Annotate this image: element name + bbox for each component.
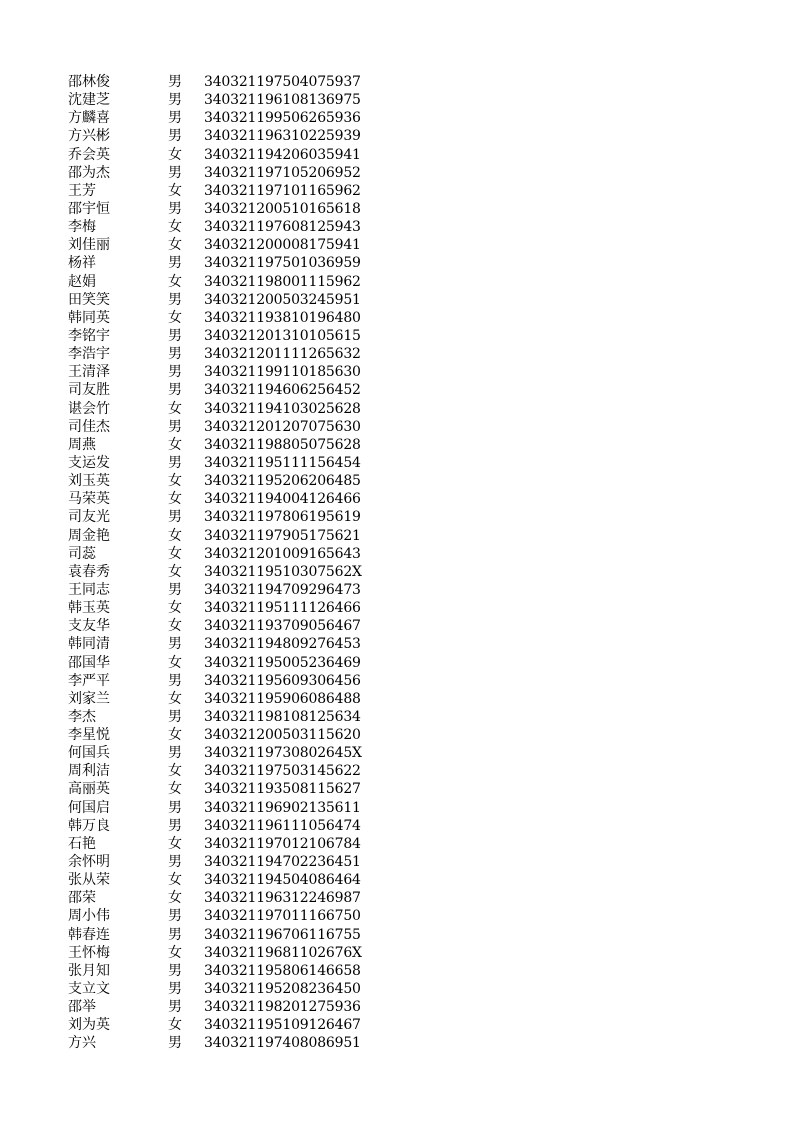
person-name: 韩同英	[68, 309, 110, 326]
person-id-number: 340321194809276453	[204, 636, 361, 653]
record-row	[68, 962, 404, 980]
record-row	[68, 254, 404, 272]
person-gender: 男	[168, 110, 182, 127]
person-id-number: 340321201111265632	[204, 346, 361, 363]
person-id-number: 340321194606256452	[204, 382, 361, 399]
record-row	[68, 109, 404, 127]
person-gender: 男	[168, 636, 182, 653]
record-row	[68, 400, 404, 418]
person-gender: 男	[168, 74, 182, 90]
person-name: 谌会竹	[68, 400, 110, 417]
person-id-number: 340321195005236469	[204, 654, 361, 671]
person-name: 王同志	[68, 581, 110, 598]
person-gender: 男	[168, 799, 182, 816]
person-name: 乔会英	[68, 146, 110, 163]
person-id-number: 340321195109126467	[204, 1017, 361, 1034]
person-id-number: 340321196111056474	[204, 817, 361, 834]
person-gender: 男	[168, 745, 182, 762]
person-id-number: 340321195111156454	[204, 454, 361, 471]
person-id-number: 340321193810196480	[204, 309, 361, 326]
person-gender: 女	[168, 890, 182, 907]
person-name: 周利洁	[68, 763, 110, 780]
person-name: 邵为杰	[68, 164, 110, 181]
person-id-number: 340321197504075937	[204, 74, 361, 90]
record-row	[68, 762, 404, 780]
person-name: 马荣英	[68, 491, 110, 508]
person-name: 赵娟	[68, 273, 96, 290]
record-row	[68, 273, 404, 291]
person-name: 韩春连	[68, 926, 110, 943]
record-row	[68, 672, 404, 690]
record-row	[68, 200, 404, 218]
person-gender: 女	[168, 872, 182, 889]
person-id-number: 340321195906086488	[204, 690, 361, 707]
person-gender: 女	[168, 835, 182, 852]
person-name: 王芳	[68, 182, 96, 199]
person-name: 王清泽	[68, 364, 110, 381]
record-row	[68, 182, 404, 200]
person-name: 刘玉英	[68, 473, 110, 490]
person-name: 袁春秀	[68, 563, 110, 580]
person-gender: 男	[168, 454, 182, 471]
person-id-number: 340321198108125634	[204, 708, 361, 725]
person-id-number: 340321197011166750	[204, 908, 361, 925]
person-name: 韩同清	[68, 636, 110, 653]
person-gender: 女	[168, 600, 182, 617]
person-id-number: 340321197806195619	[204, 509, 361, 526]
person-name: 沈建芝	[68, 92, 110, 109]
record-row	[68, 436, 404, 454]
person-id-number: 340321200510165618	[204, 200, 361, 217]
person-gender: 女	[168, 944, 182, 961]
person-id-number: 340321193508115627	[204, 781, 361, 798]
person-id-number: 340321198201275936	[204, 999, 361, 1016]
record-row	[68, 817, 404, 835]
person-gender: 女	[168, 563, 182, 580]
record-row	[68, 1016, 404, 1034]
person-gender: 男	[168, 291, 182, 308]
person-id-number: 340321197905175621	[204, 527, 361, 544]
person-gender: 女	[168, 618, 182, 635]
person-gender: 女	[168, 400, 182, 417]
person-name: 田笑笑	[68, 291, 110, 308]
person-gender: 女	[168, 146, 182, 163]
record-row	[68, 708, 404, 726]
person-name: 司佳杰	[68, 418, 110, 435]
person-gender: 男	[168, 382, 182, 399]
person-id-number: 340321196312246987	[204, 890, 361, 907]
person-id-number: 340321199506265936	[204, 110, 361, 127]
record-row	[68, 1034, 404, 1052]
person-name: 李严平	[68, 672, 110, 689]
person-id-number: 34032119730802645X	[204, 745, 362, 762]
person-id-number: 340321200503245951	[204, 291, 361, 308]
person-name: 刘佳丽	[68, 237, 110, 254]
record-list	[68, 73, 404, 1053]
record-row	[68, 835, 404, 853]
person-id-number: 340321194504086464	[204, 872, 361, 889]
person-id-number: 340321196902135611	[204, 799, 361, 816]
person-gender: 男	[168, 128, 182, 145]
person-id-number: 340321199110185630	[204, 364, 361, 381]
person-name: 李杰	[68, 708, 96, 725]
record-row	[68, 345, 404, 363]
person-name: 司蕊	[68, 545, 96, 562]
person-id-number: 340321197501036959	[204, 255, 361, 272]
person-gender: 女	[168, 545, 182, 562]
person-gender: 男	[168, 92, 182, 109]
record-row	[68, 871, 404, 889]
person-name: 司友胜	[68, 382, 110, 399]
record-row	[68, 164, 404, 182]
person-name: 周金艳	[68, 527, 110, 544]
record-row	[68, 599, 404, 617]
person-id-number: 340321195806146658	[204, 962, 361, 979]
record-row	[68, 780, 404, 798]
person-gender: 女	[168, 491, 182, 508]
record-row	[68, 91, 404, 109]
person-gender: 男	[168, 200, 182, 217]
record-row	[68, 726, 404, 744]
person-name: 周燕	[68, 436, 96, 453]
person-name: 方麟喜	[68, 110, 110, 127]
person-name: 方兴彬	[68, 128, 110, 145]
person-gender: 男	[168, 418, 182, 435]
record-row	[68, 381, 404, 399]
person-gender: 男	[168, 672, 182, 689]
record-row	[68, 799, 404, 817]
person-gender: 男	[168, 999, 182, 1016]
person-gender: 女	[168, 219, 182, 236]
person-name: 邵举	[68, 999, 96, 1016]
person-id-number: 340321201310105615	[204, 327, 361, 344]
person-id-number: 340321195609306456	[204, 672, 361, 689]
person-name: 王怀梅	[68, 944, 110, 961]
person-id-number: 340321195206206485	[204, 473, 361, 490]
person-gender: 女	[168, 473, 182, 490]
person-name: 李星悦	[68, 727, 110, 744]
person-gender: 男	[168, 962, 182, 979]
person-name: 韩玉英	[68, 600, 110, 617]
person-name: 邵林俊	[68, 74, 110, 90]
person-gender: 女	[168, 182, 182, 199]
person-gender: 男	[168, 926, 182, 943]
person-id-number: 340321201009165643	[204, 545, 361, 562]
person-id-number: 340321195208236450	[204, 981, 361, 998]
person-name: 李梅	[68, 219, 96, 236]
record-row	[68, 327, 404, 345]
person-gender: 男	[168, 817, 182, 834]
person-id-number: 340321196108136975	[204, 92, 361, 109]
record-row	[68, 472, 404, 490]
person-id-number: 34032119510307562X	[204, 563, 362, 580]
person-id-number: 340321197503145622	[204, 763, 361, 780]
person-gender: 男	[168, 255, 182, 272]
person-name: 张月知	[68, 962, 110, 979]
person-id-number: 340321197101165962	[204, 182, 361, 199]
person-gender: 女	[168, 781, 182, 798]
person-id-number: 340321200503115620	[204, 727, 361, 744]
record-row	[68, 418, 404, 436]
person-gender: 女	[168, 690, 182, 707]
person-gender: 女	[168, 654, 182, 671]
person-id-number: 340321195111126466	[204, 600, 361, 617]
person-name: 李浩宇	[68, 346, 110, 363]
person-gender: 男	[168, 854, 182, 871]
record-row	[68, 545, 404, 563]
person-name: 刘为英	[68, 1017, 110, 1034]
record-row	[68, 563, 404, 581]
person-name: 支友华	[68, 618, 110, 635]
record-row	[68, 291, 404, 309]
person-id-number: 340321194702236451	[204, 854, 361, 871]
person-name: 张从荣	[68, 872, 110, 889]
person-id-number: 340321200008175941	[204, 237, 361, 254]
person-id-number: 340321194103025628	[204, 400, 361, 417]
record-row	[68, 617, 404, 635]
record-row	[68, 998, 404, 1016]
person-id-number: 340321194206035941	[204, 146, 361, 163]
person-name: 支立文	[68, 981, 110, 998]
person-gender: 女	[168, 237, 182, 254]
person-gender: 男	[168, 908, 182, 925]
person-name: 周小伟	[68, 908, 110, 925]
record-row	[68, 127, 404, 145]
record-row	[68, 853, 404, 871]
record-row	[68, 980, 404, 998]
record-row	[68, 635, 404, 653]
person-name: 石艳	[68, 835, 96, 852]
person-id-number: 340321201207075630	[204, 418, 361, 435]
person-name: 方兴	[68, 1035, 96, 1052]
person-gender: 女	[168, 273, 182, 290]
person-id-number: 340321197105206952	[204, 164, 361, 181]
person-gender: 男	[168, 364, 182, 381]
person-name: 何国启	[68, 799, 110, 816]
person-name: 司友光	[68, 509, 110, 526]
person-id-number: 340321193709056467	[204, 618, 361, 635]
record-row	[68, 218, 404, 236]
person-name: 邵国华	[68, 654, 110, 671]
person-gender: 男	[168, 509, 182, 526]
person-id-number: 340321196706116755	[204, 926, 361, 943]
person-gender: 男	[168, 164, 182, 181]
person-name: 高丽英	[68, 781, 110, 798]
record-row	[68, 744, 404, 762]
person-name: 韩万良	[68, 817, 110, 834]
person-gender: 女	[168, 727, 182, 744]
record-row	[68, 146, 404, 164]
person-id-number: 340321194709296473	[204, 581, 361, 598]
person-gender: 男	[168, 327, 182, 344]
person-name: 邵荣	[68, 890, 96, 907]
record-row	[68, 309, 404, 327]
record-row	[68, 690, 404, 708]
person-id-number: 340321197012106784	[204, 835, 361, 852]
record-row	[68, 363, 404, 381]
person-gender: 女	[168, 1017, 182, 1034]
record-row	[68, 236, 404, 254]
person-id-number: 34032119681102676X	[204, 944, 362, 961]
record-row	[68, 527, 404, 545]
record-row	[68, 654, 404, 672]
person-id-number: 340321198001115962	[204, 273, 361, 290]
person-gender: 男	[168, 1035, 182, 1052]
person-gender: 女	[168, 309, 182, 326]
person-id-number: 340321196310225939	[204, 128, 361, 145]
record-row	[68, 889, 404, 907]
person-name: 邵宇恒	[68, 200, 110, 217]
person-gender: 女	[168, 763, 182, 780]
person-name: 支运发	[68, 454, 110, 471]
person-name: 余怀明	[68, 854, 110, 871]
record-row	[68, 581, 404, 599]
person-name: 李铭宇	[68, 327, 110, 344]
person-gender: 女	[168, 527, 182, 544]
person-id-number: 340321198805075628	[204, 436, 361, 453]
record-row	[68, 926, 404, 944]
record-row	[68, 944, 404, 962]
person-gender: 男	[168, 708, 182, 725]
record-row	[68, 73, 404, 91]
record-row	[68, 907, 404, 925]
record-row	[68, 508, 404, 526]
person-name: 刘家兰	[68, 690, 110, 707]
person-name: 杨祥	[68, 255, 96, 272]
person-name: 何国兵	[68, 745, 110, 762]
record-row	[68, 454, 404, 472]
person-gender: 女	[168, 436, 182, 453]
person-gender: 男	[168, 581, 182, 598]
record-row	[68, 490, 404, 508]
person-id-number: 340321197408086951	[204, 1035, 361, 1052]
person-id-number: 340321194004126466	[204, 491, 361, 508]
person-gender: 男	[168, 981, 182, 998]
person-id-number: 340321197608125943	[204, 219, 361, 236]
person-gender: 男	[168, 346, 182, 363]
